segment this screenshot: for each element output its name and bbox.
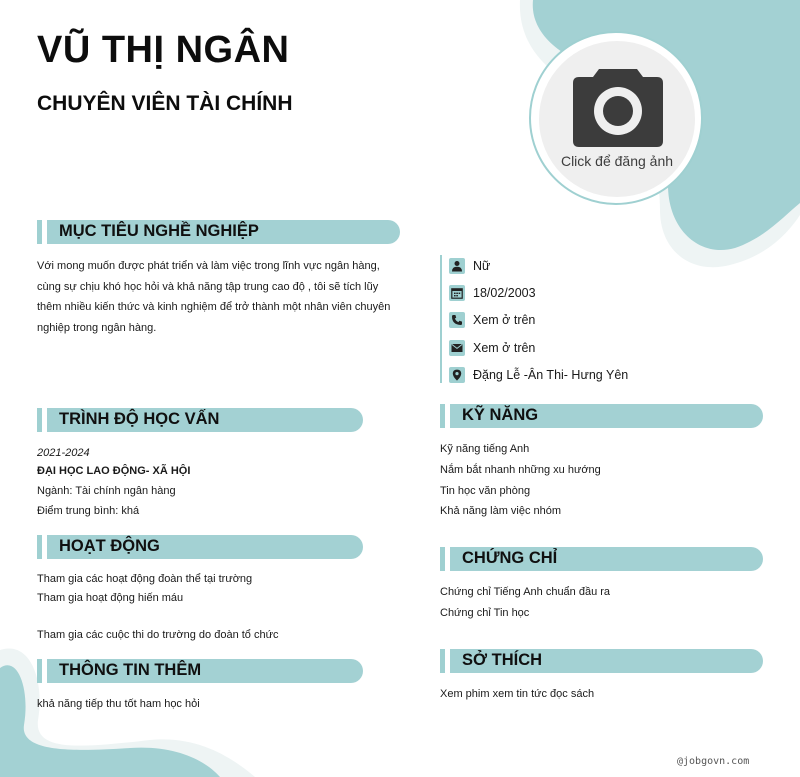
watermark: @jobgovn.com: [677, 756, 750, 767]
photo-upload[interactable]: [529, 31, 703, 205]
hobbies-section-header: [440, 649, 763, 673]
job-title: CHUYÊN VIÊN TÀI CHÍNH: [37, 92, 293, 115]
phone-value: Xem ở trên: [473, 313, 536, 327]
birthday-value: 18/02/2003: [473, 286, 536, 300]
skill-item: Kỹ năng tiếng Anh: [440, 443, 530, 455]
skill-item: Tin học văn phòng: [440, 485, 531, 497]
calendar-icon: [449, 285, 465, 301]
photo-upload-label: Click để đăng ảnh: [560, 153, 674, 169]
objective-line: cùng sự chịu khó học hỏi và khả năng tập trung cao độ , tôi sẽ tích lũy: [37, 280, 379, 293]
user-icon: [449, 258, 465, 274]
candidate-name: VŨ THỊ NGÂN: [37, 29, 290, 71]
objective-text: [37, 256, 407, 338]
address-value: Đặng Lễ -Ân Thi- Hưng Yên: [473, 368, 629, 382]
hobbies-title: SỞ THÍCH: [462, 651, 543, 669]
more-info-title: THÔNG TIN THÊM: [59, 661, 202, 679]
activities-section-header: [37, 535, 363, 559]
education-section-header: [37, 408, 363, 432]
activity-item: Tham gia hoạt động hiến máu: [37, 592, 184, 604]
education-period: 2021-2024: [37, 447, 90, 459]
activities-title: HOẠT ĐỘNG: [59, 537, 160, 555]
skill-item: Nắm bắt nhanh những xu hướng: [440, 464, 601, 476]
skills-title: KỸ NĂNG: [462, 406, 539, 424]
email-value: Xem ở trên: [473, 341, 536, 355]
camera-icon: [571, 63, 665, 149]
skills-section-header: [440, 404, 763, 428]
certificate-item: Chứng chỉ Tin học: [440, 607, 530, 619]
more-info-text: khả năng tiếp thu tốt ham học hỏi: [37, 698, 200, 710]
location-icon: [449, 367, 465, 383]
education-school: ĐẠI HỌC LAO ĐỘNG- XÃ HỘI: [37, 465, 191, 477]
education-title: TRÌNH ĐỘ HỌC VẤN: [59, 410, 220, 428]
activity-item: Tham gia các hoạt động đoàn thể tại trường: [37, 573, 253, 585]
certificates-title: CHỨNG CHỈ: [462, 549, 558, 567]
contact-divider: [440, 255, 442, 383]
objective-section-header: [37, 220, 400, 244]
phone-icon: [449, 312, 465, 328]
education-major: Ngành: Tài chính ngân hàng: [37, 485, 176, 497]
gender-value: Nữ: [473, 259, 491, 273]
mail-icon: [449, 340, 465, 356]
certificates-section-header: [440, 547, 763, 571]
photo-placeholder[interactable]: [539, 41, 695, 197]
skill-item: Khả năng làm việc nhóm: [440, 505, 562, 517]
objective-title: MỤC TIÊU NGHỀ NGHIỆP: [59, 222, 259, 240]
objective-line: Với mong muốn được phát triển và làm việc trong lĩnh vực ngân hàng,: [37, 260, 380, 272]
objective-line: thêm nhiều kiến thức và kinh nghiệm để trở thành một nhân viên chuyên: [37, 301, 391, 313]
certificate-item: Chứng chỉ Tiếng Anh chuẩn đầu ra: [440, 586, 611, 598]
objective-line: nghiệp trong ngân hàng.: [37, 321, 157, 334]
hobbies-text: Xem phim xem tin tức đọc sách: [440, 688, 595, 700]
education-gpa: Điểm trung bình: khá: [37, 505, 140, 517]
activity-item: Tham gia các cuộc thi do trường do đoàn tổ chức: [37, 629, 279, 641]
more-info-section-header: [37, 659, 363, 683]
